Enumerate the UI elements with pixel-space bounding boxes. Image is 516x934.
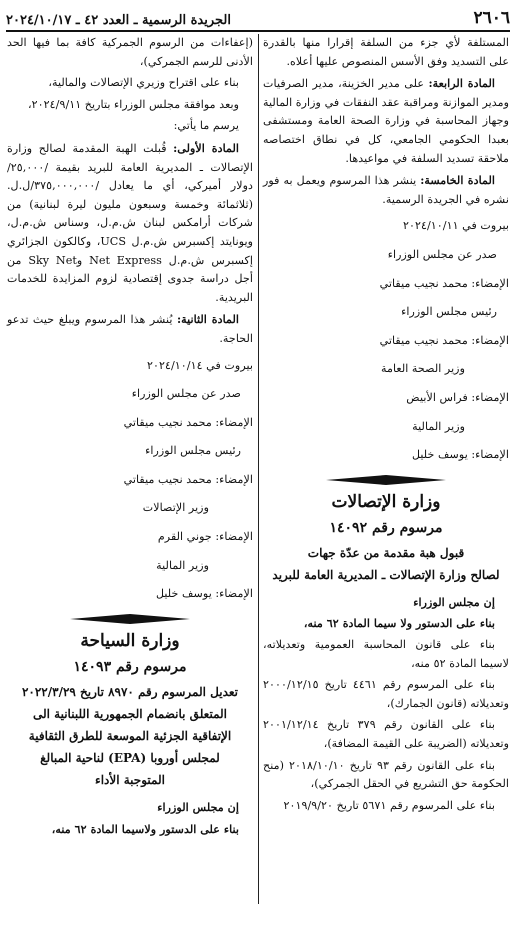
exemption-paragraph: (إعفاءات من الرسوم الجمركية كافة بما فيها الحد الأدنى للرسم الجمركي)، [7,36,253,68]
decree-subject: المتوجبة الأداء [95,773,165,788]
signature-line: الإمضاء: يوسف خليل [155,587,253,601]
pm-title: رئيس مجلس الوزراء [401,305,497,319]
article-1-label: المادة الأولى: [173,140,240,155]
article-1 [7,139,253,307]
page-header [6,4,510,28]
page-number: ٢٦٠٦ [473,8,510,28]
basis-line: بناء على المرسوم رقم ٥٦٧١ تاريخ ٢٠١٩/٩/٢٠ [283,798,495,812]
issuer-line: صدر عن مجلس الوزراء [387,247,497,261]
article-5-text: ينشر هذا المرسوم ويعمل به فور نشره في الجريدة الرسمية. [263,174,509,206]
section-divider [7,614,253,624]
decrees-line: يرسم ما يأتي: [173,119,239,133]
section-divider [263,475,509,485]
signature-line: الإمضاء: محمد نجيب ميقاتي [379,333,509,347]
basis-line: بناء على القانون رقم ٩٣ تاريخ ٢٠١٨/١٠/١٠ (منح الحكومة حق التشريع في الحقل الجمركي)، [263,758,509,791]
article-5-label: المادة الخامسة: [420,173,495,188]
left-column [7,34,253,841]
ministry-heading: وزارة الإتصالات [331,491,441,512]
decree-subject: المتعلق بانضمام الجمهورية اللبنانية الى [32,707,227,722]
council-line: إن مجلس الوزراء [413,594,495,609]
decree-subject: الإتفاقية الجزئية الموسعة للطرق الثقافية [28,729,232,744]
article-2-label: المادة الثانية: [177,312,239,327]
decree-subject: لصالح وزارة الإتصالات ـ المديرية العامة للبريد [272,567,500,582]
approval-line: وبعد موافقة مجلس الوزراء بتاريخ ٢٠٢٤/٩/١١، [28,97,239,111]
date-line: بيروت في ٢٠٢٤/١٠/١٤ [146,358,253,372]
signature-line: الإمضاء: يوسف خليل [411,448,509,462]
decree-subject: قبول هبة مقدمة من عدّة جهات [307,545,465,560]
signature-line: الإمضاء: محمد نجيب ميقاتي [123,472,253,486]
basis-line: بناء على قانون المحاسبة العمومية وتعديلاته، لاسيما المادة ٥٢ منه، [263,638,509,670]
proposal-line: بناء على اقتراح وزيري الإتصالات والمالية، [48,76,239,90]
article-5 [263,171,509,209]
council-line: إن مجلس الوزراء [157,800,239,815]
intro-paragraph: المستلفة لأي جزء من السلفة إقرارا منها بالقدرة على التسديد وفق الأسس المنصوص عليها أعلاه. [263,36,509,68]
basis-line: بناء على الدستور ولاسيما المادة ٦٢ منه، [51,821,239,836]
decree-number: مرسوم رقم ١٤٠٩٣ [73,659,187,676]
article-4 [263,74,509,168]
minister-title: وزير الإتصالات [142,501,209,515]
article-4-label: المادة الرابعة: [428,76,495,91]
signature-line: الإمضاء: جوني القرم [157,530,253,544]
basis-line: بناء على الدستور ولا سيما المادة ٦٢ منه، [303,616,495,631]
basis-line: بناء على المرسوم رقم ٤٤٦١ تاريخ ٢٠٠٠/١٢/١٥ وتعديلاته (قانون الجمارك)، [263,678,509,710]
minister-title: وزير المالية [156,558,209,572]
right-column [263,34,509,818]
pm-title: رئيس مجلس الوزراء [145,444,241,458]
decree-subject: لمجلس أوروبا (EPA) لناحية المبالغ [40,751,220,766]
article-4-text: على مدير الخزينة، مدير الصرفيات ومدير الموازنة ومراقبة عقد النفقات في وزارة المالية وجهاز المحاسبة في وزارة الصحة العامة ومستشفى بعبدا الحكومي الجامعي، كل في نطاق اختصاصه ملاحقة تسديد السلفة في مواعيدها. [263,77,509,165]
article-2 [7,310,253,348]
issue-line: الجريدة الرسمية ـ العدد ٤٢ ـ ٢٠٢٤/١٠/١٧ [6,13,232,28]
date-line: بيروت في ٢٠٢٤/١٠/١١ [402,219,509,233]
header-rule [6,30,510,32]
minister-title: وزير المالية [412,419,465,433]
basis-line: بناء على القانون رقم ٣٧٩ تاريخ ٢٠٠١/١٢/١٤ وتعديلاته (الضريبة على القيمة المضافة)، [263,718,509,751]
signature-line: الإمضاء: فراس الأبيض [406,390,509,404]
minister-title: وزير الصحة العامة [381,362,465,376]
signature-line: الإمضاء: محمد نجيب ميقاتي [123,415,253,429]
decree-number: مرسوم رقم ١٤٠٩٢ [329,520,443,537]
signature-line: الإمضاء: محمد نجيب ميقاتي [379,276,509,290]
article-2-text: يُنشر هذا المرسوم ويبلغ حيث تدعو الحاجة. [7,313,253,345]
article-1-text: قُبلت الهبة المقدمة لصالح وزارة الإتصالات ـ المديرية العامة للبريد بقيمة /٢٥,٠٠٠/ دولار أميركي، أي ما يعادل /٣٧٥,٠٠٠,٠٠٠/ل.ل. (ثلاثمائة وخمسة وسبعون مليون ليرة لبنانية) من شركات أرامكس لبنان ش.م.ل، وسناس ش.م.ل، ويونايتد إكسبرس ش.م.ل UCS، وكالكون الجزائري إكسبرس ش.م.ل Net Express وSky Net من أجل دراسة جدوى إقتصادية لزوم المزايدة للخدمات البريدية. [7,141,253,304]
ministry-heading: وزارة السياحة [80,630,180,651]
issuer-line: صدر عن مجلس الوزراء [131,387,241,401]
column-separator [258,34,259,904]
decree-subject: تعديل المرسوم رقم ٨٩٧٠ تاريخ ٢٠٢٢/٣/٢٩ [21,685,239,700]
